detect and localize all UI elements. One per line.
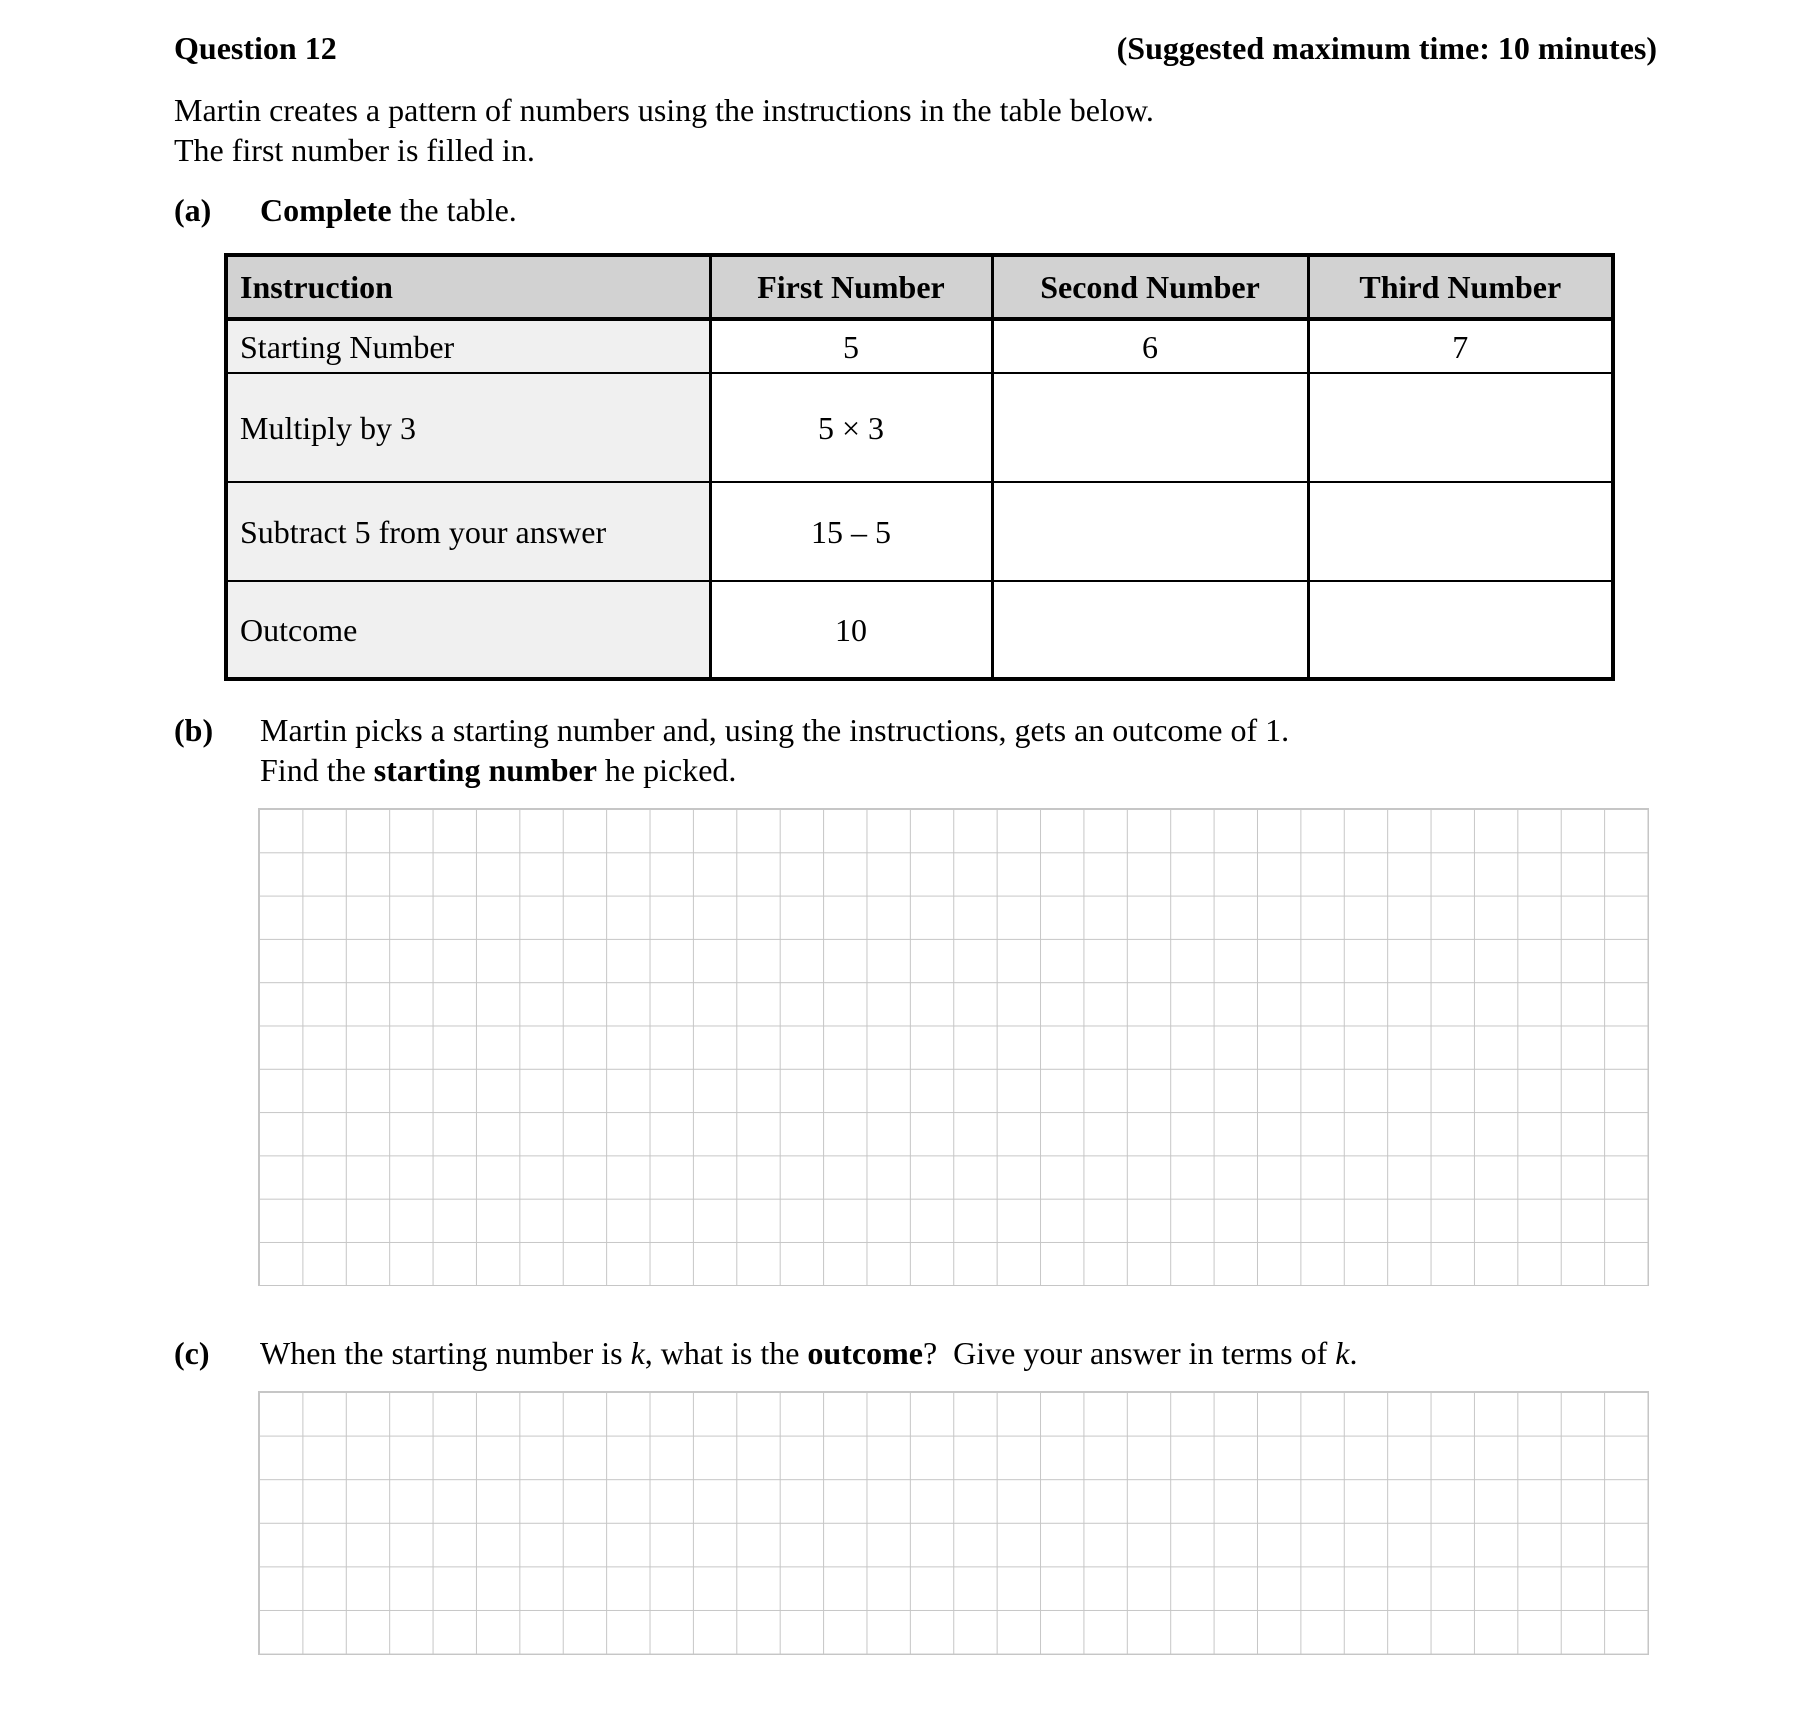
col-header-third-number: Third Number xyxy=(1308,255,1613,319)
part-b-label: (b) xyxy=(174,712,214,748)
pattern-table xyxy=(224,253,1615,681)
col-header-instruction: Instruction xyxy=(226,255,710,319)
part-b-line-2: Find the starting number he picked. xyxy=(260,752,737,788)
part-a-label: (a) xyxy=(174,192,212,228)
row-label-outcome: Outcome xyxy=(226,581,710,679)
col-header-second-number: Second Number xyxy=(992,255,1308,319)
table-row-subtract xyxy=(226,482,1613,581)
table-header-row xyxy=(226,255,1613,319)
row-label-subtract: Subtract 5 from your answer xyxy=(226,482,710,581)
question-number: Question 12 xyxy=(174,30,337,66)
part-c-question: When the starting number is k, what is the outcome? Give your answer in terms of k. xyxy=(260,1335,1358,1371)
answer-cell-outcome-third[interactable] xyxy=(1308,581,1613,679)
answer-cell-multiply-second[interactable] xyxy=(992,373,1308,482)
row-label-starting-number: Starting Number xyxy=(226,319,710,373)
cell-subtract-first: 15 – 5 xyxy=(710,482,992,581)
part-a-instruction: Complete the table. xyxy=(260,192,517,228)
table-row-multiply xyxy=(226,373,1613,482)
cell-outcome-first: 10 xyxy=(710,581,992,679)
cell-starting-first: 5 xyxy=(710,319,992,373)
answer-cell-multiply-third[interactable] xyxy=(1308,373,1613,482)
cell-multiply-first: 5 × 3 xyxy=(710,373,992,482)
cell-starting-third: 7 xyxy=(1308,319,1613,373)
answer-cell-subtract-third[interactable] xyxy=(1308,482,1613,581)
part-b-question xyxy=(260,710,1289,790)
table-row-outcome xyxy=(226,581,1613,679)
cell-starting-second: 6 xyxy=(992,319,1308,373)
time-suggestion: (Suggested maximum time: 10 minutes) xyxy=(1116,30,1657,66)
intro-text xyxy=(174,90,1154,170)
answer-cell-outcome-second[interactable] xyxy=(992,581,1308,679)
row-label-multiply: Multiply by 3 xyxy=(226,373,710,482)
part-b-line-1: Martin picks a starting number and, using the instructions, gets an outcome of 1. xyxy=(260,712,1290,748)
col-header-first-number: First Number xyxy=(710,255,992,319)
intro-line-1: Martin creates a pattern of numbers using the instructions in the table below. xyxy=(174,92,1154,128)
table-row-starting-number xyxy=(226,319,1613,373)
answer-grid-part-c[interactable] xyxy=(258,1391,1649,1655)
part-c-label: (c) xyxy=(174,1335,210,1371)
answer-grid-part-b[interactable] xyxy=(258,808,1649,1286)
intro-line-2: The first number is filled in. xyxy=(174,132,535,168)
answer-cell-subtract-second[interactable] xyxy=(992,482,1308,581)
pattern-table-container xyxy=(224,253,1615,681)
